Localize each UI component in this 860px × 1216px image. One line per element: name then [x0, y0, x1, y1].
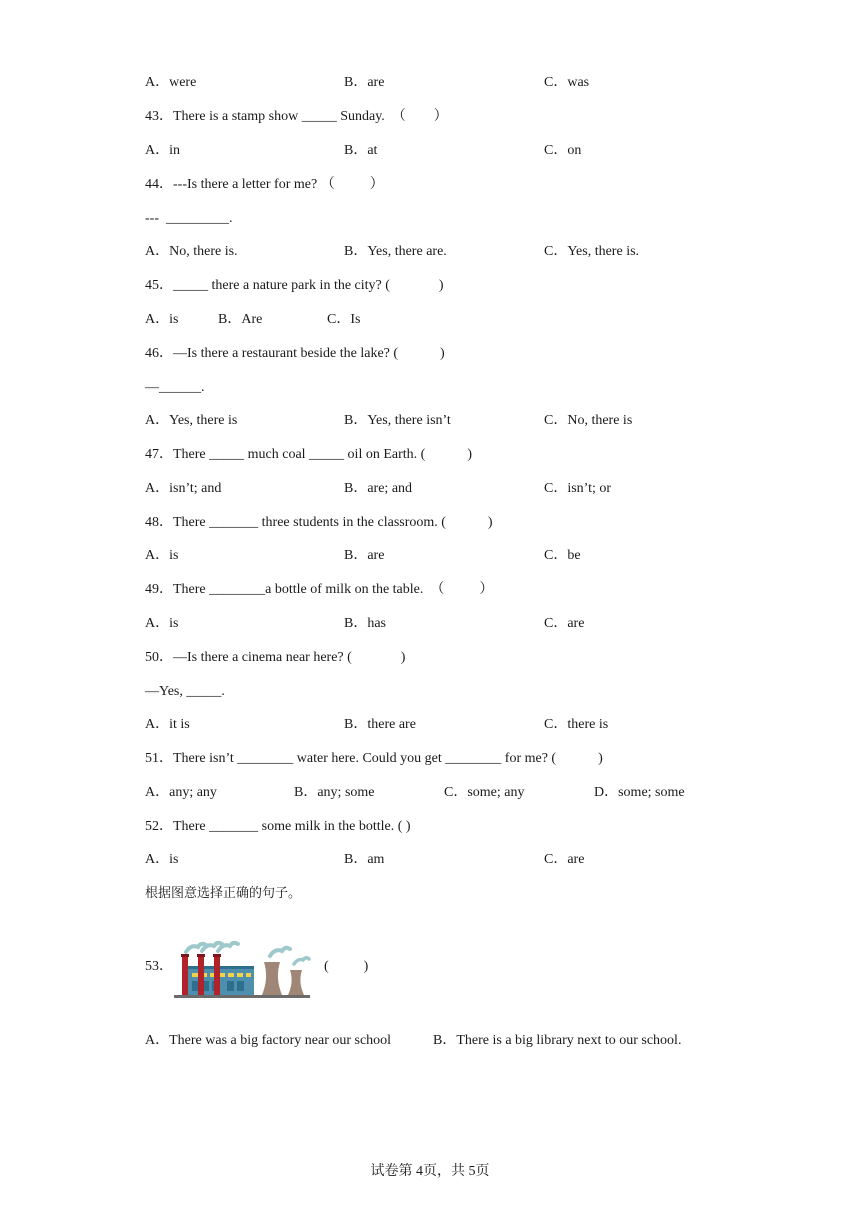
q45-option-b: B．Are — [218, 312, 263, 327]
q48-option-a: A．is — [145, 548, 179, 563]
q47-stem: 47．There _____ much coal _____ oil on Earth. ( ) — [145, 447, 472, 462]
q46-answer-line: —______. — [145, 380, 205, 395]
q50-stem: 50．—Is there a cinema near here? ( ) — [145, 650, 406, 665]
q53-answer-blank: ( ) — [324, 959, 369, 974]
q43-stem: 43．There is a stamp show _____ Sunday. （ ） — [145, 109, 448, 124]
q44-option-a: A．No, there is. — [145, 244, 238, 259]
q43-option-a: A．in — [145, 143, 180, 158]
q51-stem: 51．There isn’t ________ water here. Could you get ________ for me? ( ) — [145, 751, 603, 766]
q44-option-c: C．Yes, there is. — [544, 244, 640, 259]
q47-option-a: A．isn’t; and — [145, 481, 222, 496]
q42-option-a: A．were — [145, 75, 197, 90]
q51-option-a: A．any; any — [145, 785, 217, 800]
q43-option-b: B．at — [344, 143, 378, 158]
q45-stem: 45．_____ there a nature park in the city? ( ) — [145, 278, 444, 293]
page-footer: 试卷第 4页，共 5页 — [370, 1164, 490, 1179]
q52-option-b: B．am — [344, 852, 385, 867]
q44-stem: 44．---Is there a letter for me? （ ） — [145, 177, 384, 192]
q50-option-a: A．it is — [145, 717, 190, 732]
q45-option-a: A．is — [145, 312, 179, 327]
q52-option-c: C．are — [544, 852, 585, 867]
q46-option-b: B．Yes, there isn’t — [344, 413, 451, 428]
q49-option-c: C．are — [544, 616, 585, 631]
q49-option-b: B．has — [344, 616, 386, 631]
q51-option-d: D．some; some — [594, 785, 685, 800]
q52-option-a: A．is — [145, 852, 179, 867]
q51-option-c: C．some; any — [444, 785, 525, 800]
q46-stem: 46．—Is there a restaurant beside the lake? ( ) — [145, 346, 445, 361]
q46-option-a: A．Yes, there is — [145, 413, 238, 428]
q48-option-c: C．be — [544, 548, 581, 563]
q44-answer-line: --- _________. — [145, 211, 233, 226]
q49-stem: 49．There ________a bottle of milk on the table. （ ） — [145, 582, 494, 597]
q46-option-c: C．No, there is — [544, 413, 633, 428]
q50-answer-line: —Yes, _____. — [145, 684, 225, 699]
q51-option-b: B．any; some — [294, 785, 375, 800]
q52-stem: 52．There _______ some milk in the bottle. ( ) — [145, 819, 411, 834]
q45-option-c: C．Is — [327, 312, 361, 327]
q42-option-b: B．are — [344, 75, 385, 90]
q49-option-a: A．is — [145, 616, 179, 631]
q48-stem: 48．There _______ three students in the classroom. ( ) — [145, 515, 493, 530]
q47-option-c: C．isn’t; or — [544, 481, 612, 496]
q53-option-b: B．There is a big library next to our school. — [433, 1033, 682, 1048]
q44-option-b: B．Yes, there are. — [344, 244, 447, 259]
factory-illustration — [172, 938, 312, 1000]
q48-option-b: B．are — [344, 548, 385, 563]
q53-option-a: A．There was a big factory near our school — [145, 1033, 392, 1048]
q50-option-b: B．there are — [344, 717, 416, 732]
q43-option-c: C．on — [544, 143, 582, 158]
q42-option-c: C．was — [544, 75, 590, 90]
q53-number: 53． — [145, 959, 173, 974]
q50-option-c: C．there is — [544, 717, 609, 732]
section-instruction: 根据图意选择正确的句子。 — [145, 886, 302, 901]
q47-option-b: B．are; and — [344, 481, 413, 496]
